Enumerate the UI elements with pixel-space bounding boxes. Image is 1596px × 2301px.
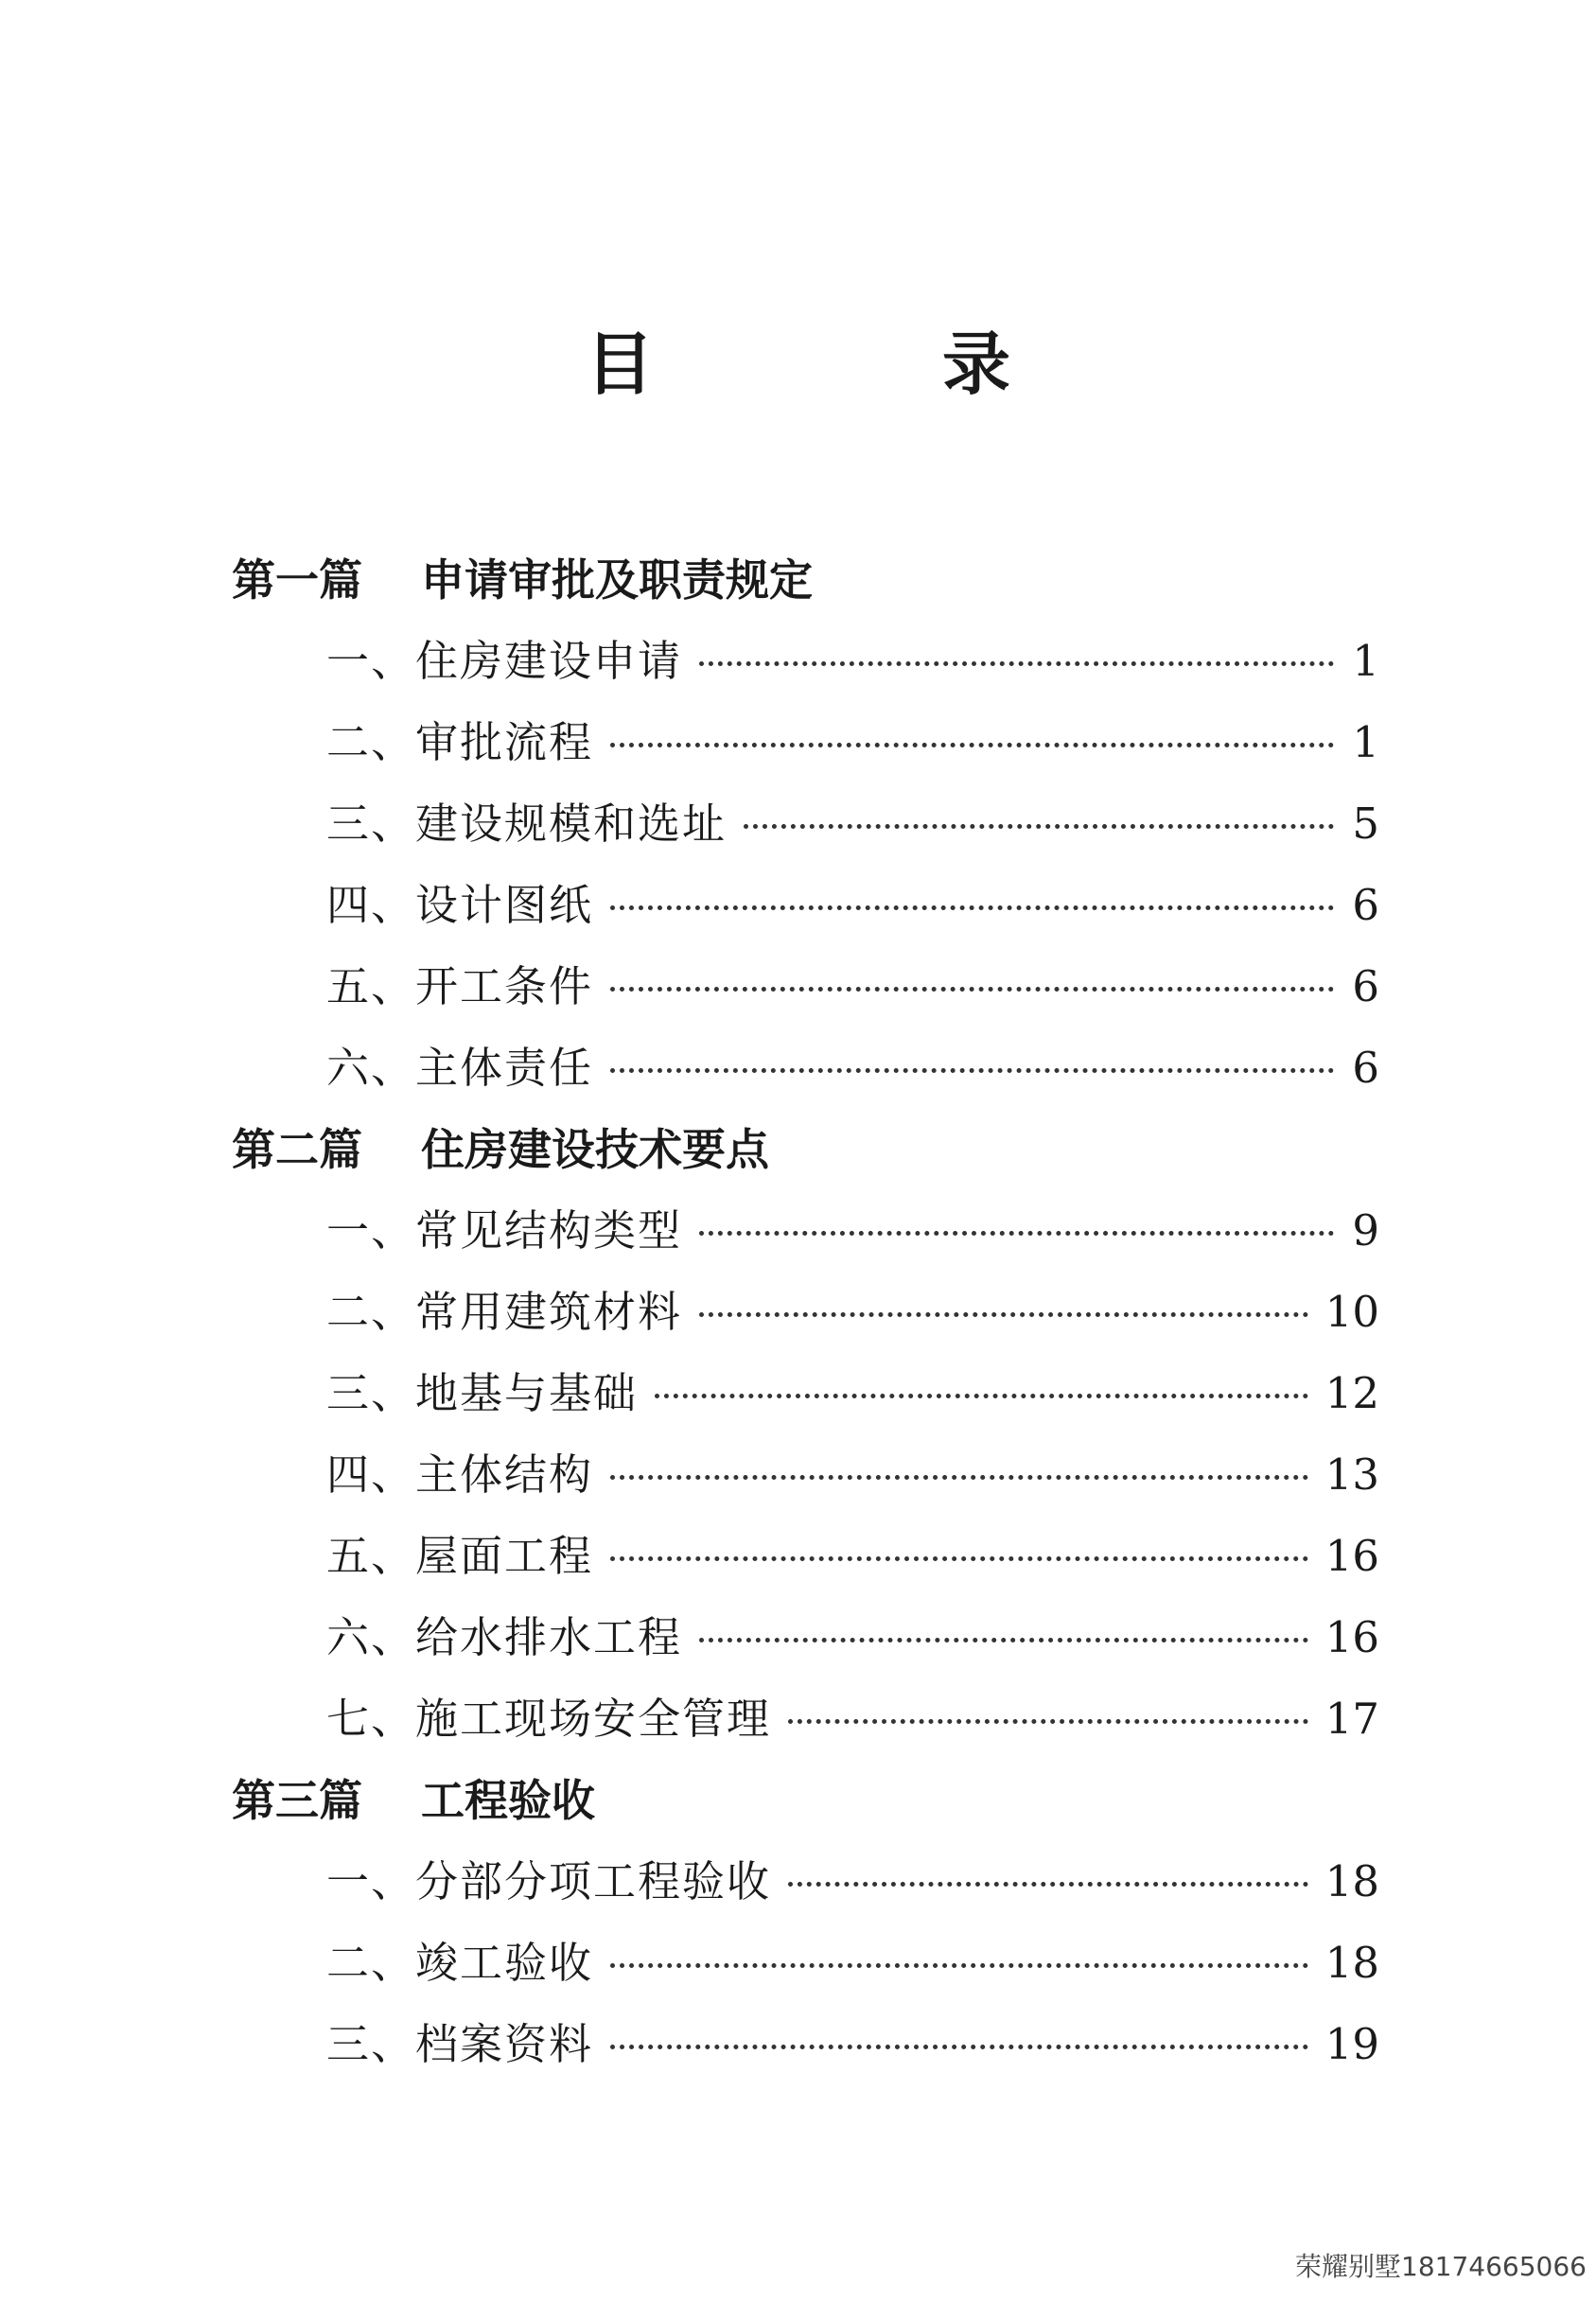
entry-page-number: 18 <box>1324 1856 1379 1906</box>
dot-leader <box>610 894 1334 910</box>
dot-leader <box>610 1464 1308 1480</box>
dot-leader <box>610 731 1334 747</box>
toc-entry[interactable] <box>326 1678 1379 1760</box>
entry-page-number: 17 <box>1324 1694 1379 1744</box>
entry-title: 一、常见结构类型 <box>326 1205 683 1256</box>
entry-title: 六、主体责任 <box>326 1043 594 1093</box>
entry-page-number: 1 <box>1352 636 1379 686</box>
entry-title: 二、常用建筑材料 <box>326 1287 683 1337</box>
entry-page-number: 16 <box>1324 1531 1379 1581</box>
toc-entry[interactable] <box>326 1272 1379 1353</box>
part-title: 申请审批及职责规定 <box>421 554 813 606</box>
toc-entry[interactable] <box>326 702 1379 783</box>
entry-page-number: 9 <box>1352 1205 1379 1256</box>
toc-entry[interactable] <box>326 1190 1379 1272</box>
part-number: 第一篇 <box>232 554 362 606</box>
toc-entry[interactable] <box>326 1841 1379 1923</box>
watermark-text: 荣耀别墅18174665066 <box>1295 2251 1587 2282</box>
dot-leader <box>744 813 1334 829</box>
entry-title: 三、建设规模和选址 <box>326 799 728 849</box>
toc-entry[interactable] <box>326 1028 1379 1109</box>
table-of-contents <box>0 539 1596 2085</box>
part-number: 第三篇 <box>232 1775 362 1826</box>
entry-title: 七、施工现场安全管理 <box>326 1694 772 1744</box>
toc-entry[interactable] <box>326 783 1379 865</box>
entry-title: 一、住房建设申请 <box>326 636 683 686</box>
entry-page-number: 19 <box>1324 2019 1379 2069</box>
entry-title: 五、屋面工程 <box>326 1531 594 1581</box>
entry-page-number: 12 <box>1324 1368 1379 1418</box>
entry-page-number: 13 <box>1324 1449 1379 1500</box>
entry-page-number: 1 <box>1352 717 1379 767</box>
toc-entry[interactable] <box>326 1434 1379 1516</box>
toc-entry[interactable] <box>326 1597 1379 1678</box>
entry-page-number: 6 <box>1352 961 1379 1011</box>
dot-leader <box>788 1871 1308 1887</box>
entry-title: 一、分部分项工程验收 <box>326 1856 772 1906</box>
entry-title: 四、主体结构 <box>326 1449 594 1500</box>
entry-page-number: 18 <box>1324 1938 1379 1988</box>
toc-entry[interactable] <box>326 1923 1379 2004</box>
entry-title: 二、竣工验收 <box>326 1938 594 1988</box>
entry-page-number: 6 <box>1352 1043 1379 1093</box>
dot-leader <box>699 1626 1308 1642</box>
entry-title: 三、档案资料 <box>326 2019 594 2069</box>
entry-title: 六、给水排水工程 <box>326 1612 683 1662</box>
toc-entry[interactable] <box>326 1516 1379 1597</box>
entry-page-number: 10 <box>1324 1287 1379 1337</box>
dot-leader <box>610 2033 1308 2049</box>
toc-entry[interactable] <box>326 621 1379 702</box>
dot-leader <box>610 1545 1308 1561</box>
part-heading-2[interactable] <box>232 1109 1596 1190</box>
part-number: 第二篇 <box>232 1124 362 1175</box>
dot-leader <box>610 975 1334 992</box>
part-title: 住房建设技术要点 <box>421 1124 769 1175</box>
entry-title: 二、审批流程 <box>326 717 594 767</box>
part-heading-3[interactable] <box>232 1760 1596 1841</box>
toc-entry[interactable] <box>326 1353 1379 1434</box>
toc-entry[interactable] <box>326 865 1379 946</box>
entry-title: 四、设计图纸 <box>326 880 594 930</box>
part-heading-1[interactable] <box>232 539 1596 621</box>
dot-leader <box>788 1708 1308 1724</box>
entry-page-number: 5 <box>1352 799 1379 849</box>
entry-page-number: 6 <box>1352 880 1379 930</box>
entry-title: 五、开工条件 <box>326 961 594 1011</box>
dot-leader <box>610 1952 1308 1968</box>
part-title: 工程验收 <box>421 1775 595 1826</box>
toc-entry[interactable] <box>326 2004 1379 2085</box>
dot-leader <box>655 1382 1308 1398</box>
entry-page-number: 16 <box>1324 1612 1379 1662</box>
entry-title: 三、地基与基础 <box>326 1368 639 1418</box>
dot-leader <box>699 1301 1308 1317</box>
dot-leader <box>699 1220 1334 1236</box>
dot-leader <box>699 650 1334 666</box>
toc-entry[interactable] <box>326 946 1379 1028</box>
dot-leader <box>610 1057 1334 1073</box>
page-title: 目 录 <box>585 325 1144 404</box>
